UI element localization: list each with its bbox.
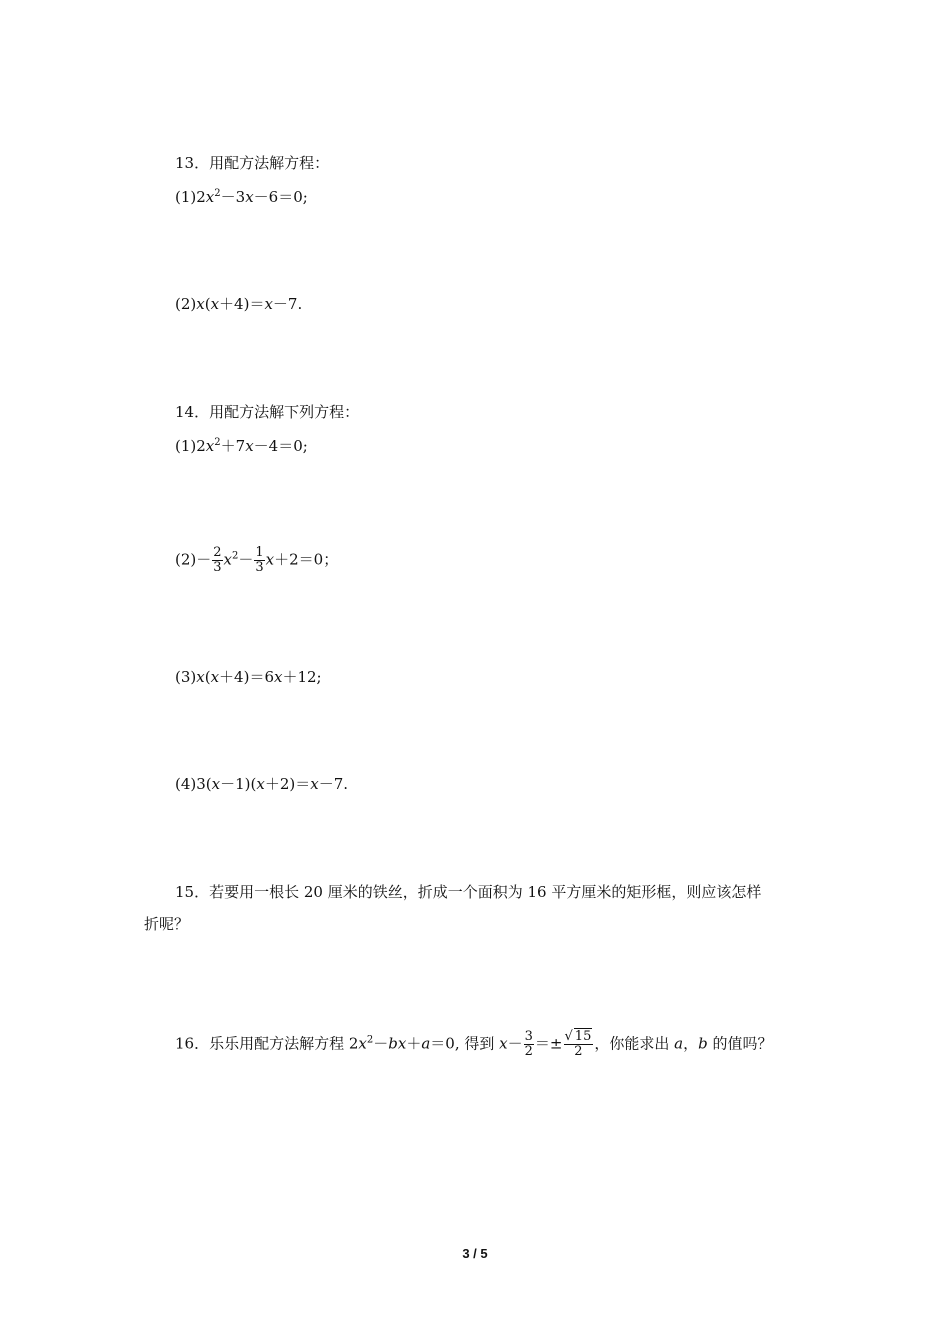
q13-part2-equation: (2)x(x＋4)＝x－7. <box>175 295 303 313</box>
fraction-one-third: $\frac{1}{3}$ <box>255 545 264 575</box>
q14-title: 14．用配方法解下列方程： <box>175 403 360 421</box>
fraction-three-halves: $\frac{3}{2}$ <box>524 1029 533 1059</box>
q13-part1-equation: $(1)2x^2-3x-6=0$; <box>175 188 308 206</box>
square-root: √ 15 <box>564 1029 592 1044</box>
q14-part3-equation: (3)x(x＋4)＝6x＋12; <box>175 668 322 686</box>
q14-part2-equation: (2)－ $\frac{2}{3}$ $x^2-$ $\frac{1}{3}$ x＋2＝0； <box>175 545 339 575</box>
q16-text: 16．乐乐用配方法解方程 $2x^2-bx+a=0$, 得到 x－ $\frac{3}{2}$ ＝± $\frac{√ 15}{2}$ ，你能求出 a，b 的值吗？ <box>175 1029 773 1059</box>
q14-part1-equation: $(1)2x^2+7x-4=0$; <box>175 437 308 455</box>
q15-text-line1: 15．若要用一根长 20 厘米的铁丝，折成一个面积为 16 平方厘米的矩形框，则应该怎样 <box>175 883 762 901</box>
fraction-sqrt15-over-2: $\frac{√ 15}{2}$ <box>564 1029 592 1059</box>
q13-title: 13．用配方法解方程： <box>175 154 330 172</box>
page-number: 3 / 5 <box>462 1246 488 1261</box>
q15-text-line2: 折呢？ <box>144 915 190 933</box>
fraction-two-thirds: $\frac{2}{3}$ <box>213 545 222 575</box>
q14-part4-equation: (4)3(x－1)(x＋2)＝x－7. <box>175 775 349 793</box>
